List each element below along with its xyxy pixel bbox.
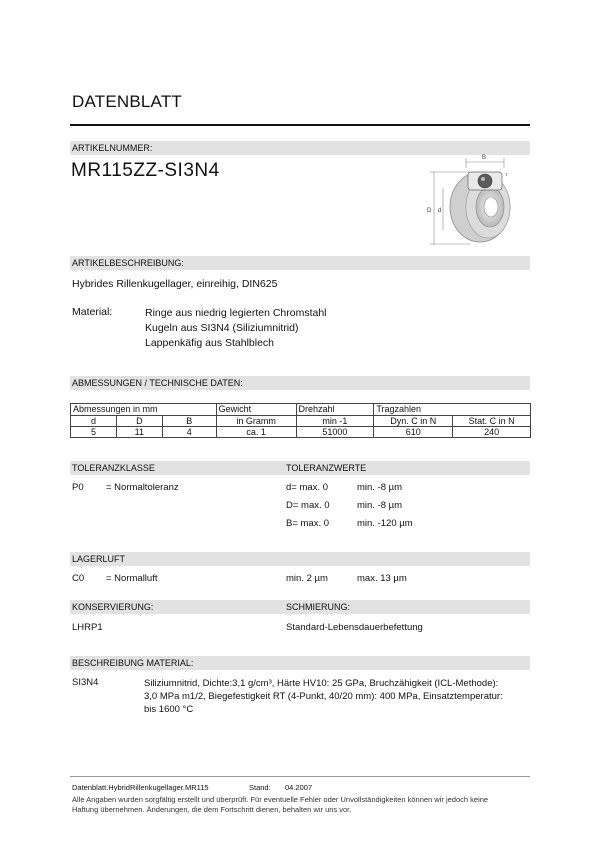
description-label: ARTIKELBESCHREIBUNG:	[72, 258, 184, 268]
table-sub-header: in Gramm	[216, 416, 296, 427]
bearing-ball-top	[478, 174, 492, 188]
material-description-label: BESCHREIBUNG MATERIAL:	[72, 658, 194, 668]
tolerance-class-code: P0	[72, 482, 84, 493]
tolerance-name: d= max. 0	[286, 482, 328, 493]
table-cell: 4	[162, 427, 216, 438]
footer-stand-label: Stand:	[249, 783, 271, 792]
article-number: MR115ZZ-SI3N4	[71, 160, 220, 181]
preservation-value: LHRP1	[72, 622, 103, 633]
clearance-desc: = Normalluft	[106, 573, 158, 584]
material-line: Lappenkäfig aus Stahlblech	[145, 337, 275, 349]
material-line: Kugeln aus SI3N4 (Siliziumnitrid)	[145, 322, 299, 334]
table-sub-header: Stat. C in N	[453, 416, 531, 427]
table-cell: 5	[71, 427, 117, 438]
bearing-bore	[484, 197, 498, 217]
footer-rule	[70, 776, 530, 777]
table-sub-header: D	[116, 416, 162, 427]
dimensions-table	[70, 403, 531, 438]
tolerance-min: min. -8 µm	[357, 482, 403, 493]
table-group-header: Drehzahl	[296, 404, 374, 416]
table-cell: ca. 1	[216, 427, 296, 438]
label-d: d	[438, 208, 442, 214]
material-description-line: Siliziumnitrid, Dichte:3,1 g/cm³, Härte HV10: 25 GPa, Bruchzähigkeit (ICL-Methode):	[144, 678, 499, 689]
table-cell: 51000	[296, 427, 374, 438]
material-lines	[145, 306, 327, 351]
material-description-text	[144, 677, 503, 716]
material-description-line: 3,0 MPa m1/2, Biegefestigkeit RT (4-Punkt, 40/20 mm): 400 MPa, Einsatztemperatur:	[144, 691, 503, 702]
lubrication-value: Standard-Lebensdauerbefettung	[286, 622, 423, 633]
tolerance-section-bar	[70, 461, 530, 475]
material-line: Ringe aus niedrig legierten Chromstahl	[145, 307, 327, 319]
table-group-header: Gewicht	[216, 404, 296, 416]
article-number-label: ARTIKELNUMMER:	[72, 143, 153, 153]
table-group-header: Tragzahlen	[374, 404, 531, 416]
footer-stand-value: 04.2007	[285, 783, 313, 792]
table-row	[71, 427, 531, 438]
table-group-header: Abmessungen in mm	[71, 404, 217, 416]
label-D: D	[427, 208, 432, 214]
dimensions-label: ABMESSUNGEN / TECHNISCHE DATEN:	[72, 378, 243, 388]
table-sub-header-row	[71, 416, 531, 427]
tolerance-class-desc: = Normaltoleranz	[106, 482, 179, 493]
tolerance-class-label: TOLERANZKLASSE	[72, 463, 155, 473]
footer-disclaimer: Alle Angaben wurden sorgfältig erstellt und überprüft. Für eventuelle Fehler oder Unvollständigkeiten können wir jedoch keine	[72, 795, 489, 804]
tolerance-name: D= max. 0	[286, 500, 330, 511]
page-title: DATENBLATT	[72, 92, 182, 111]
clearance-min: min. 2 µm	[286, 573, 328, 584]
tolerance-min: min. -8 µm	[357, 500, 403, 511]
clearance-code: C0	[72, 573, 85, 584]
lubrication-label: SCHMIERUNG:	[286, 602, 351, 612]
bearing-drawing	[418, 150, 518, 245]
table-sub-header: min -1	[296, 416, 374, 427]
material-label: Material:	[72, 306, 113, 318]
title-rule	[70, 124, 530, 126]
material-description-line: bis 1600 °C	[144, 704, 194, 715]
footer-doc: Datenblatt.HybridRillenkugellager.MR115	[72, 783, 209, 792]
table-sub-header: B	[162, 416, 216, 427]
tolerance-min: min. -120 µm	[357, 518, 413, 529]
label-b: B	[482, 155, 487, 161]
description-text: Hybrides Rillenkugellager, einreihig, DIN625	[72, 278, 278, 290]
clearance-max: max. 13 µm	[357, 573, 407, 584]
label-r: r	[506, 172, 508, 178]
preservation-section-bar	[70, 600, 530, 614]
clearance-section-bar	[70, 552, 530, 566]
preservation-label: KONSERVIERUNG:	[72, 602, 154, 612]
tolerance-values-label: TOLERANZWERTE	[286, 463, 367, 473]
material-description-section-bar	[70, 656, 530, 670]
material-code: SI3N4	[72, 677, 99, 688]
dimensions-section-bar	[70, 376, 530, 390]
clearance-label: LAGERLUFT	[72, 554, 126, 564]
description-section-bar	[70, 256, 530, 270]
table-group-header-row	[71, 404, 531, 416]
table-cell: 240	[453, 427, 531, 438]
table-sub-header: d	[71, 416, 117, 427]
tolerance-name: B= max. 0	[286, 518, 330, 529]
table-cell: 610	[374, 427, 453, 438]
table-sub-header: Dyn. C in N	[374, 416, 453, 427]
footer-disclaimer: Haftung übernehmen. Änderungen, die dem Fortschritt dienen, behalten wir uns vor.	[72, 805, 352, 814]
table-cell: 11	[116, 427, 162, 438]
